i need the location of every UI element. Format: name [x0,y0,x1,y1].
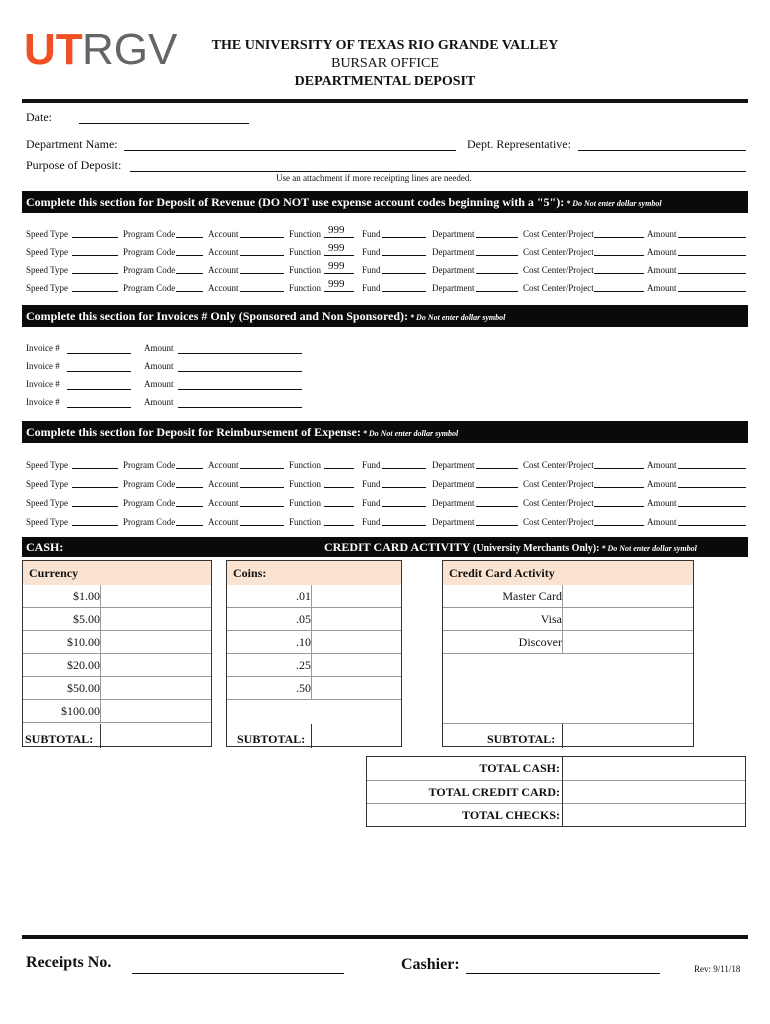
field-input[interactable] [476,237,518,238]
field-input[interactable] [476,525,518,526]
field-input[interactable] [324,273,354,274]
field-label: Speed Type [26,247,68,257]
function-value: 999 [328,260,345,272]
field-label: Amount [647,479,677,489]
field-label: Fund [362,229,381,239]
field-input[interactable] [382,487,426,488]
cc-header: Credit Card Activity [443,561,693,585]
field-label: Function [289,517,322,527]
field-label: Fund [362,498,381,508]
field-label: Program Code [123,265,176,275]
attachment-note: Use an attachment if more receipting lines are needed. [276,173,472,183]
field-input[interactable] [176,506,203,507]
total-credit-label: TOTAL CREDIT CARD: [428,785,560,799]
field-label: Function [289,283,322,293]
coins-subtotal-label: SUBTOTAL: [237,732,306,746]
reimbursement-title: Complete this section for Deposit for Reimbursement of Expense: [26,425,361,439]
field-input[interactable] [176,237,203,238]
function-value: 999 [328,242,345,254]
field-label: Function [289,460,322,470]
field-label: Account [208,498,239,508]
field-label: Program Code [123,247,176,257]
invoice-amount-label: Amount [144,379,174,389]
field-label: Cost Center/Project [523,479,594,489]
field-label: Cost Center/Project [523,460,594,470]
field-label: Amount [647,283,677,293]
form-title: DEPARTMENTAL DEPOSIT [294,74,476,89]
field-input[interactable] [678,273,746,274]
field-input[interactable] [594,525,644,526]
field-input[interactable] [72,525,118,526]
revenue-section-bar [22,191,748,213]
field-label: Fund [362,283,381,293]
field-label: Speed Type [26,460,68,470]
invoice-field[interactable] [67,389,131,390]
currency-row [23,654,211,677]
office-name: BURSAR OFFICE [331,56,439,71]
currency-header: Currency [23,561,211,585]
footer-divider [22,935,748,939]
field-input[interactable] [382,506,426,507]
cc-row [443,585,693,608]
field-input[interactable] [240,506,284,507]
field-input[interactable] [594,255,644,256]
department-label: Department Name: [26,137,118,151]
field-input[interactable] [240,468,284,469]
coin-label: .25 [296,658,311,672]
cc-row [443,608,693,631]
date-field[interactable] [79,112,249,124]
field-label: Account [208,229,239,239]
field-label: Cost Center/Project [523,517,594,527]
field-input[interactable] [382,468,426,469]
field-input[interactable] [678,487,746,488]
field-label: Speed Type [26,498,68,508]
field-input[interactable] [240,273,284,274]
field-label: Amount [647,517,677,527]
field-input[interactable] [72,468,118,469]
field-input[interactable] [240,255,284,256]
field-input[interactable] [382,237,426,238]
field-label: Fund [362,265,381,275]
cash-section-bar [22,537,748,557]
field-input[interactable] [240,237,284,238]
coin-input[interactable] [312,631,401,654]
invoice-amount-field[interactable] [178,353,302,354]
currency-box [22,560,212,747]
coin-row [227,654,401,677]
field-label: Account [208,479,239,489]
field-input[interactable] [678,237,746,238]
field-label: Cost Center/Project [523,247,594,257]
field-input[interactable] [176,468,203,469]
receipts-field[interactable] [132,958,344,974]
cashier-field[interactable] [466,958,660,974]
function-value: 999 [328,224,345,236]
reimbursement-section-bar [22,421,748,443]
receipts-label: Receipts No. [26,954,112,971]
currency-row [23,677,211,700]
invoice-title: Complete this section for Invoices # Only [26,309,236,323]
field-input[interactable] [476,468,518,469]
cc-activity-note: * Do Not enter dollar symbol [599,544,697,553]
field-label: Account [208,247,239,257]
coin-label: .10 [296,635,311,649]
field-label: Fund [362,460,381,470]
field-input[interactable] [476,291,518,292]
field-input[interactable] [678,291,746,292]
currency-input[interactable] [101,700,211,723]
currency-label: $10.00 [67,635,100,649]
currency-row [23,608,211,631]
field-label: Speed Type [26,517,68,527]
field-label: Fund [362,479,381,489]
field-input[interactable] [324,237,354,238]
rep-field[interactable] [578,139,746,151]
coin-input[interactable] [312,654,401,677]
credit-card-box [442,560,694,747]
cc-label: Visa [540,612,562,626]
field-label: Function [289,247,322,257]
field-input[interactable] [176,273,203,274]
field-input[interactable] [324,487,354,488]
cc-label: Master Card [502,589,562,603]
currency-input[interactable] [101,585,211,608]
field-label: Account [208,265,239,275]
field-input[interactable] [72,291,118,292]
field-label: Program Code [123,229,176,239]
field-input[interactable] [382,525,426,526]
revision-date: Rev: 9/11/18 [694,964,741,974]
field-input[interactable] [594,487,644,488]
field-label: Department [432,479,475,489]
field-label: Cost Center/Project [523,229,594,239]
field-input[interactable] [176,487,203,488]
invoice-note: * Do Not enter dollar symbol [408,313,506,322]
coins-header: Coins: [227,561,401,585]
field-label: Account [208,283,239,293]
currency-row [23,700,211,723]
coin-label: .50 [296,681,311,695]
field-input[interactable] [176,255,203,256]
revenue-title-extra: (DO NOT use expense account codes beginning with a "5"): [255,195,565,209]
invoice-label: Invoice # [26,361,60,371]
field-label: Department [432,229,475,239]
field-input[interactable] [382,291,426,292]
field-label: Program Code [123,517,176,527]
field-input[interactable] [476,487,518,488]
revenue-title: Complete this section for Deposit of Revenue [26,195,256,209]
coin-input[interactable] [312,585,401,608]
logo-ut: UT [24,28,83,70]
field-label: Program Code [123,498,176,508]
field-label: Cost Center/Project [523,265,594,275]
field-input[interactable] [240,525,284,526]
currency-label: $5.00 [73,612,100,626]
field-input[interactable] [594,273,644,274]
coin-label: .05 [296,612,311,626]
cc-subtotal-label: SUBTOTAL: [487,732,556,746]
invoice-label: Invoice # [26,343,60,353]
invoice-amount-field[interactable] [178,389,302,390]
currency-row [23,585,211,608]
field-label: Program Code [123,479,176,489]
field-label: Program Code [123,460,176,470]
currency-input[interactable] [101,608,211,631]
field-input[interactable] [324,525,354,526]
field-input[interactable] [594,506,644,507]
cc-row [443,631,693,654]
currency-label: $100.00 [61,704,100,718]
invoice-amount-label: Amount [144,343,174,353]
invoice-amount-field[interactable] [178,407,302,408]
field-input[interactable] [324,468,354,469]
field-input[interactable] [594,468,644,469]
currency-input[interactable] [101,677,211,700]
currency-subtotal-label: SUBTOTAL: [25,732,94,746]
coin-input[interactable] [312,677,401,700]
field-label: Amount [647,229,677,239]
field-input[interactable] [72,255,118,256]
cc-input[interactable] [563,608,693,631]
field-input[interactable] [594,237,644,238]
field-input[interactable] [382,255,426,256]
invoice-label: Invoice # [26,379,60,389]
field-input[interactable] [382,273,426,274]
invoice-amount-label: Amount [144,361,174,371]
field-label: Department [432,247,475,257]
field-input[interactable] [678,506,746,507]
field-input[interactable] [240,487,284,488]
function-value: 999 [328,278,345,290]
total-checks-label: TOTAL CHECKS: [462,808,560,822]
field-input[interactable] [594,291,644,292]
date-label: Date: [26,110,52,124]
field-input[interactable] [678,525,746,526]
field-label: Department [432,283,475,293]
field-input[interactable] [678,255,746,256]
invoice-field[interactable] [67,353,131,354]
currency-label: $50.00 [67,681,100,695]
field-input[interactable] [176,525,203,526]
utrgv-logo [24,28,179,70]
currency-input[interactable] [101,631,211,654]
currency-row [23,631,211,654]
field-label: Department [432,498,475,508]
rep-label: Dept. Representative: [467,137,571,151]
field-label: Speed Type [26,479,68,489]
cashier-label: Cashier: [401,956,460,973]
department-field[interactable] [124,139,456,151]
cc-label: Discover [518,635,562,649]
field-label: Department [432,460,475,470]
field-label: Program Code [123,283,176,293]
field-input[interactable] [72,506,118,507]
purpose-label: Purpose of Deposit: [26,158,122,172]
field-label: Account [208,517,239,527]
coin-row [227,585,401,608]
currency-label: $1.00 [73,589,100,603]
cash-label: CASH: [26,540,64,554]
cc-activity-label: CREDIT CARD ACTIVITY [324,540,471,554]
field-input[interactable] [324,291,354,292]
field-label: Fund [362,517,381,527]
invoice-section-bar [22,305,748,327]
invoice-title-extra: (Sponsored and Non Sponsored): [235,309,409,323]
total-cash-field[interactable] [563,757,745,780]
field-input[interactable] [72,487,118,488]
revenue-note: * Do Not enter dollar symbol [564,199,662,208]
cc-activity-extra: (University Merchants Only): [470,543,600,554]
field-label: Function [289,229,322,239]
field-label: Function [289,265,322,275]
currency-label: $20.00 [67,658,100,672]
logo-rgv: RGV [82,28,178,70]
field-label: Function [289,498,322,508]
field-label: Account [208,460,239,470]
field-input[interactable] [72,237,118,238]
invoice-field[interactable] [67,407,131,408]
field-label: Amount [647,247,677,257]
coin-label: .01 [296,589,311,603]
coin-input[interactable] [312,608,401,631]
currency-input[interactable] [101,654,211,677]
field-input[interactable] [476,273,518,274]
field-label: Speed Type [26,265,68,275]
invoice-field[interactable] [67,371,131,372]
field-input[interactable] [476,255,518,256]
purpose-field[interactable] [130,160,746,172]
total-credit-field[interactable] [563,781,745,803]
field-label: Amount [647,498,677,508]
field-label: Fund [362,247,381,257]
coin-row [227,631,401,654]
field-input[interactable] [72,273,118,274]
field-input[interactable] [240,291,284,292]
coin-row [227,677,401,700]
field-label: Function [289,479,322,489]
field-label: Speed Type [26,283,68,293]
field-input[interactable] [678,468,746,469]
invoice-amount-field[interactable] [178,371,302,372]
field-label: Department [432,265,475,275]
field-label: Speed Type [26,229,68,239]
cc-activity-heading [324,537,697,557]
field-label: Cost Center/Project [523,498,594,508]
cc-input[interactable] [563,631,693,654]
invoice-label: Invoice # [26,397,60,407]
total-cash-label: TOTAL CASH: [479,761,560,775]
totals-box [366,756,746,827]
field-input[interactable] [476,506,518,507]
coin-row [227,608,401,631]
field-label: Amount [647,460,677,470]
field-input[interactable] [324,506,354,507]
coins-box [226,560,402,747]
field-input[interactable] [176,291,203,292]
field-label: Cost Center/Project [523,283,594,293]
reimbursement-note: * Do Not enter dollar symbol [360,429,459,438]
field-label: Department [432,517,475,527]
header-divider [22,99,748,103]
university-name: THE UNIVERSITY OF TEXAS RIO GRANDE VALLEY [211,38,559,53]
field-input[interactable] [324,255,354,256]
total-checks-field[interactable] [563,804,745,826]
field-label: Amount [647,265,677,275]
cc-input[interactable] [563,585,693,608]
invoice-amount-label: Amount [144,397,174,407]
